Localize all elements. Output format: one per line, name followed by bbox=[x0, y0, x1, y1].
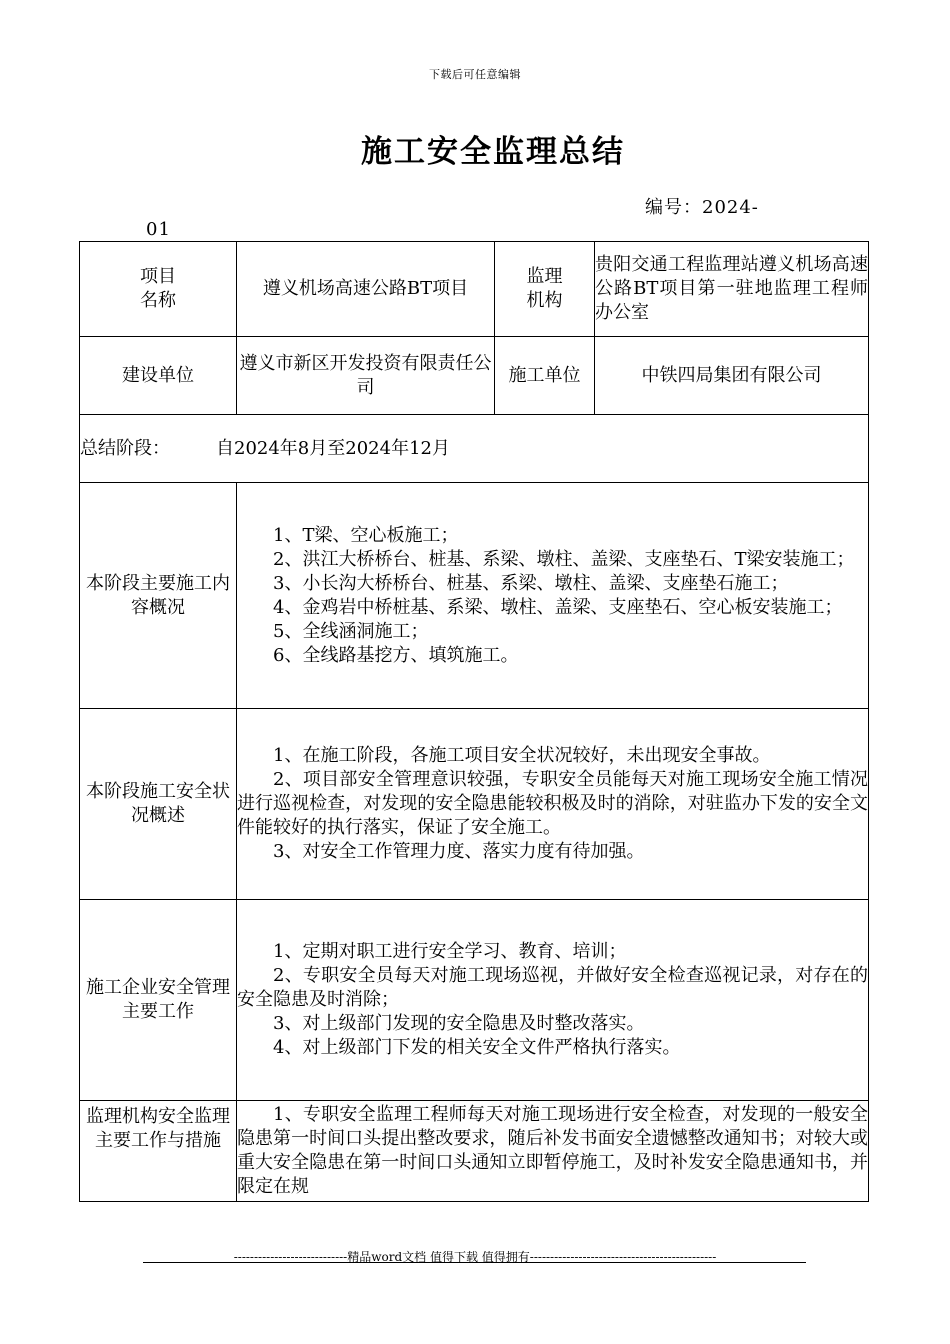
section-paragraph: 1、T梁、空心板施工； bbox=[273, 524, 459, 546]
section-content bbox=[237, 900, 869, 1101]
section-paragraph: 4、对上级部门下发的相关安全文件严格执行落实。 bbox=[273, 1037, 681, 1058]
section-paragraph: 1、定期对职工进行安全学习、教育、培训； bbox=[273, 941, 627, 962]
supervisor-label: 监理 机构 bbox=[495, 242, 595, 337]
section-paragraph: 4、金鸡岩中桥桩基、系梁、墩柱、盖梁、支座垫石、空心板安装施工； bbox=[273, 596, 843, 618]
section-paragraph: 1、专职安全监理工程师每天对施工现场进行安全检查，对发现的一般安全隐患第一时间口头提出整改要求，随后补发书面安全遗憾整改通知书；对较大或重大安全隐患在第一时间口头通知立即暂停施工，及时补发安全隐患通知书，并限定在规 bbox=[237, 1104, 868, 1197]
contractor-label: 施工单位 bbox=[495, 337, 595, 415]
document-code-label: 编号：2024- bbox=[645, 197, 759, 218]
section-paragraph: 3、对安全工作管理力度、落实力度有待加强。 bbox=[273, 841, 645, 862]
table-row-construction bbox=[80, 483, 869, 709]
stage-value: 自2024年8月至2024年12月 bbox=[216, 437, 450, 459]
section-paragraph: 3、对上级部门发现的安全隐患及时整改落实。 bbox=[273, 1013, 645, 1034]
section-label: 本阶段施工安全状况概述 bbox=[80, 709, 237, 900]
section-paragraph: 2、专职安全员每天对施工现场巡视，并做好安全检查巡视记录，对存在的安全隐患及时消除； bbox=[237, 965, 868, 1010]
table-row-enterprise-work bbox=[80, 900, 869, 1101]
table-row-project bbox=[80, 242, 869, 337]
header-note: 下载后可任意编辑 bbox=[429, 68, 521, 81]
project-name-label: 项目 名称 bbox=[80, 242, 237, 337]
section-content bbox=[237, 709, 869, 900]
contractor-value: 中铁四局集团有限公司 bbox=[595, 337, 869, 415]
section-paragraph: 6、全线路基挖方、填筑施工。 bbox=[273, 644, 519, 666]
footer-divider bbox=[143, 1262, 806, 1263]
document-title: 施工安全监理总结 bbox=[361, 134, 625, 170]
section-paragraph: 2、洪江大桥桥台、桩基、系梁、墩柱、盖梁、支座垫石、T梁安装施工； bbox=[273, 548, 855, 570]
section-content bbox=[237, 483, 869, 709]
project-name-value: 遵义机场高速公路BT项目 bbox=[237, 242, 495, 337]
section-label: 监理机构安全监理主要工作与措施 bbox=[80, 1101, 237, 1202]
section-paragraph: 2、项目部安全管理意识较强，专职安全员能每天对施工现场安全施工情况进行巡视检查，对发现的安全隐患能较积极及时的消除，对驻监办下发的安全文件能较好的执行落实，保证了安全施工。 bbox=[237, 769, 868, 838]
stage-label: 总结阶段： bbox=[80, 437, 170, 459]
builder-label: 建设单位 bbox=[80, 337, 237, 415]
document-code-tail: 01 bbox=[146, 219, 171, 240]
summary-table bbox=[79, 241, 869, 1202]
section-content bbox=[237, 1101, 869, 1202]
supervisor-value: 贵阳交通工程监理站遵义机场高速公路BT项目第一驻地监理工程师办公室 bbox=[595, 242, 869, 337]
footer-note: ----------------------------精品word文档 值得下载 值得拥有---------------------------------------------- bbox=[233, 1250, 717, 1264]
section-paragraph: 3、小长沟大桥桥台、桩基、系梁、墩柱、盖梁、支座垫石施工； bbox=[273, 572, 789, 594]
section-paragraph: 5、全线涵洞施工； bbox=[273, 620, 429, 642]
builder-value: 遵义市新区开发投资有限责任公司 bbox=[237, 337, 495, 415]
table-row-supervision-work bbox=[80, 1101, 869, 1202]
section-label: 施工企业安全管理主要工作 bbox=[80, 900, 237, 1101]
section-label: 本阶段主要施工内容概况 bbox=[80, 483, 237, 709]
table-row-stage bbox=[80, 415, 869, 483]
table-row-units bbox=[80, 337, 869, 415]
summary-stage bbox=[80, 415, 869, 483]
table-row-safety-status bbox=[80, 709, 869, 900]
section-paragraph: 1、在施工阶段，各施工项目安全状况较好，未出现安全事故。 bbox=[273, 745, 771, 766]
